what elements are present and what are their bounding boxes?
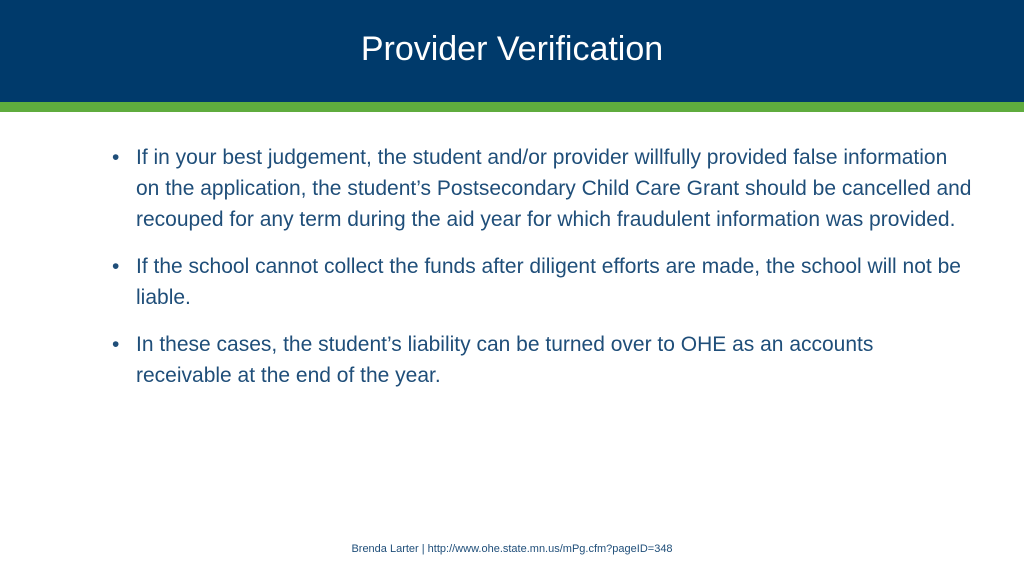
accent-bar — [0, 102, 1024, 112]
bullet-text: If the school cannot collect the funds after diligent efforts are made, the school will not be liable. — [136, 255, 961, 309]
bullet-item — [112, 251, 972, 313]
slide-footer: Brenda Larter | http://www.ohe.state.mn.us/mPg.cfm?pageID=348 — [351, 543, 673, 555]
bullet-list — [112, 142, 972, 407]
bullet-dot-icon: • — [112, 255, 120, 278]
bullet-text: In these cases, the student’s liability can be turned over to OHE as an accounts receivable at the end of the year. — [136, 333, 874, 387]
bullet-item — [112, 142, 972, 235]
slide-header — [0, 0, 1024, 102]
bullet-text: If in your best judgement, the student and/or provider willfully provided false information on the application, the student’s Postsecondary Child Care Grant should be cancelled and recouped for any term during the aid year for which fraudulent information was provided. — [136, 146, 972, 231]
bullet-dot-icon: • — [112, 333, 120, 356]
bullet-dot-icon: • — [112, 146, 120, 169]
slide-title: Provider Verification — [360, 30, 664, 68]
bullet-item — [112, 329, 972, 391]
